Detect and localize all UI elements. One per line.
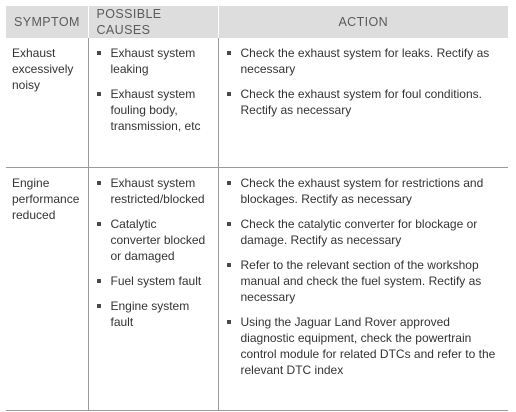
- action-header: ACTION: [218, 6, 508, 38]
- symptom-header: SYMPTOM: [6, 6, 88, 38]
- action-item: Check the exhaust system for foul conditions. Rectify as necessary: [225, 86, 503, 118]
- causes-list: [95, 45, 212, 134]
- header-row: [6, 6, 508, 38]
- action-item: Check the exhaust system for leaks. Rectify as necessary: [225, 45, 503, 77]
- causes-cell: [88, 38, 218, 168]
- diagnosis-table: [6, 6, 508, 411]
- symptom-cell: [6, 38, 88, 168]
- action-item: Refer to the relevant section of the workshop manual and check the fuel system. Rectify as necessary: [225, 257, 503, 305]
- cause-item: Engine system fault: [95, 298, 212, 330]
- cause-item: Exhaust system restricted/blocked: [95, 175, 212, 207]
- symptom-text: Engine performance reduced: [12, 176, 80, 222]
- causes-list: [95, 175, 212, 330]
- actions-list: [225, 45, 503, 118]
- symptom-text: Exhaust excessively noisy: [12, 46, 74, 92]
- cause-item: Catalytic converter blocked or damaged: [95, 216, 212, 264]
- possible-causes-header: POSSIBLE CAUSES: [88, 6, 218, 38]
- cause-item: Exhaust system fouling body, transmission, etc: [95, 86, 212, 134]
- action-cell: [218, 38, 508, 168]
- causes-cell: [88, 168, 218, 411]
- symptom-cell: [6, 168, 88, 411]
- action-item: Using the Jaguar Land Rover approved diagnostic equipment, check the powertrain control module for related DTCs and refer to the relevant DTC index: [225, 314, 503, 378]
- cause-item: Exhaust system leaking: [95, 45, 212, 77]
- action-cell: [218, 168, 508, 411]
- actions-list: [225, 175, 503, 378]
- cause-item: Fuel system fault: [95, 273, 212, 289]
- table-row: [6, 168, 508, 411]
- action-item: Check the catalytic converter for blockage or damage. Rectify as necessary: [225, 216, 503, 248]
- action-item: Check the exhaust system for restrictions and blockages. Rectify as necessary: [225, 175, 503, 207]
- table-row: [6, 38, 508, 168]
